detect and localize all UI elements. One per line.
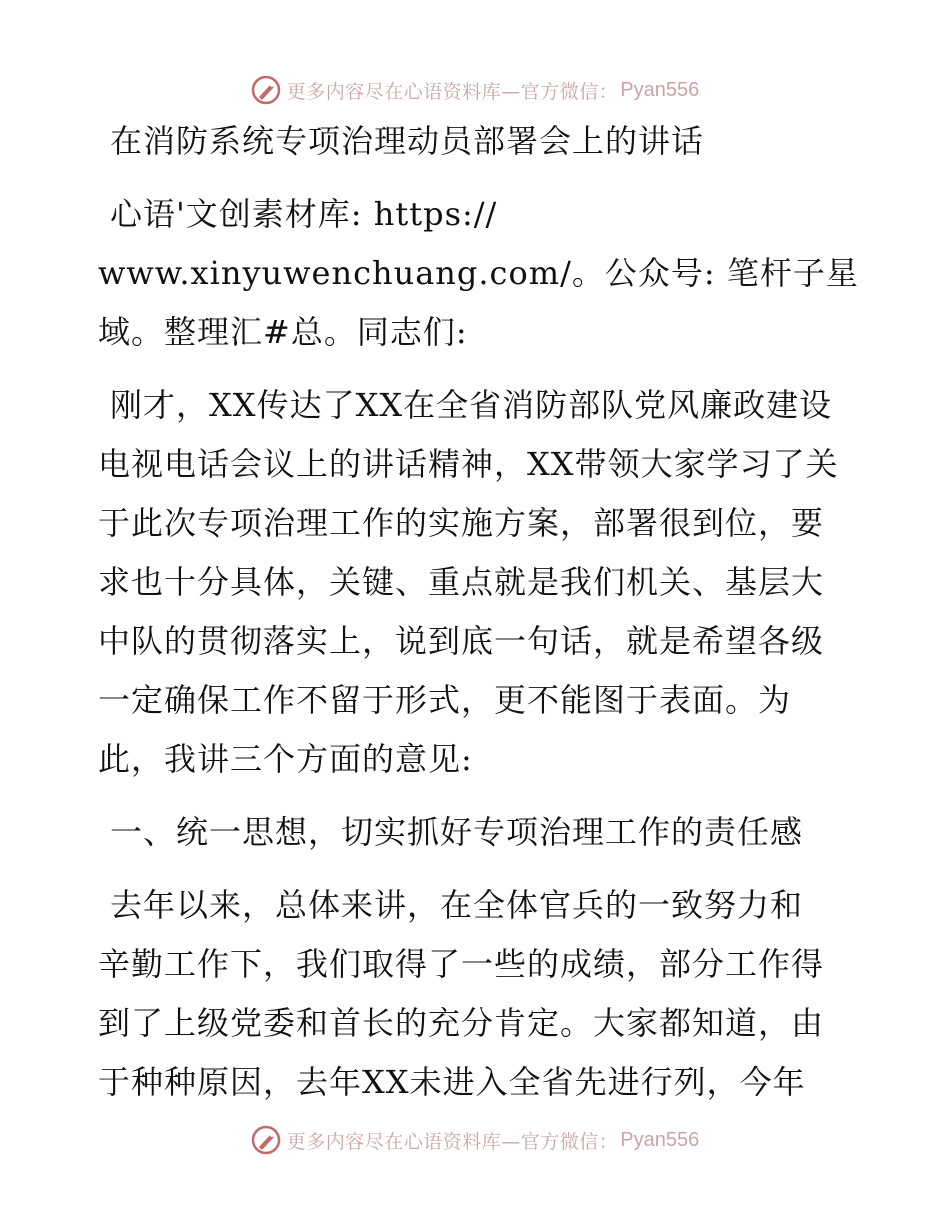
watermark-banner-top bbox=[0, 72, 950, 108]
watermark-text: 更多内容尽在心语资料库—官方微信： bbox=[286, 1130, 619, 1153]
paragraph-line: 到了上级党委和首长的充分肯定。大家都知道，由 bbox=[98, 1004, 825, 1042]
paragraph-line: 辛勤工作下，我们取得了一些的成绩，部分工作得 bbox=[98, 945, 825, 983]
source-line: 域。整理汇#总。同志们: bbox=[98, 313, 468, 351]
document-body bbox=[98, 112, 858, 1112]
paragraph-line: 一定确保工作不留于形式，更不能图于表面。为 bbox=[98, 681, 792, 719]
paragraph-line: 求也十分具体，关键、重点就是我们机关、基层大 bbox=[98, 563, 825, 601]
pen-logo-icon bbox=[251, 75, 281, 105]
pen-logo-icon bbox=[251, 1125, 281, 1155]
source-line: www.xinyuwenchuang.com/。公众号: 笔杆子星 bbox=[98, 254, 859, 292]
paragraph-line: 于此次专项治理工作的实施方案，部署很到位，要 bbox=[98, 504, 825, 542]
paragraph-line: 去年以来，总体来讲，在全体官兵的一致努力和 bbox=[110, 886, 804, 924]
watermark-banner-bottom bbox=[0, 1122, 950, 1158]
paragraph-line: 中队的贯彻落实上，说到底一句话，就是希望各级 bbox=[98, 622, 825, 660]
paragraph-line: 此，我讲三个方面的意见: bbox=[98, 740, 473, 778]
watermark-handle: Pyan556 bbox=[620, 78, 700, 101]
watermark-text: 更多内容尽在心语资料库—官方微信： bbox=[286, 80, 619, 103]
paragraph-line: 刚才，XX传达了XX在全省消防部队党风廉政建设 bbox=[110, 386, 833, 424]
watermark-handle: Pyan556 bbox=[620, 1128, 700, 1151]
section-heading: 一、统一思想，切实抓好专项治理工作的责任感 bbox=[110, 813, 804, 851]
source-line: 心语'文创素材库: https:// bbox=[110, 195, 498, 233]
document-title: 在消防系统专项治理动员部署会上的讲话 bbox=[110, 122, 705, 160]
paragraph-line: 电视电话会议上的讲话精神，XX带领大家学习了关 bbox=[98, 445, 839, 483]
paragraph-line: 于种种原因，去年XX未进入全省先进行列，今年 bbox=[98, 1063, 806, 1101]
